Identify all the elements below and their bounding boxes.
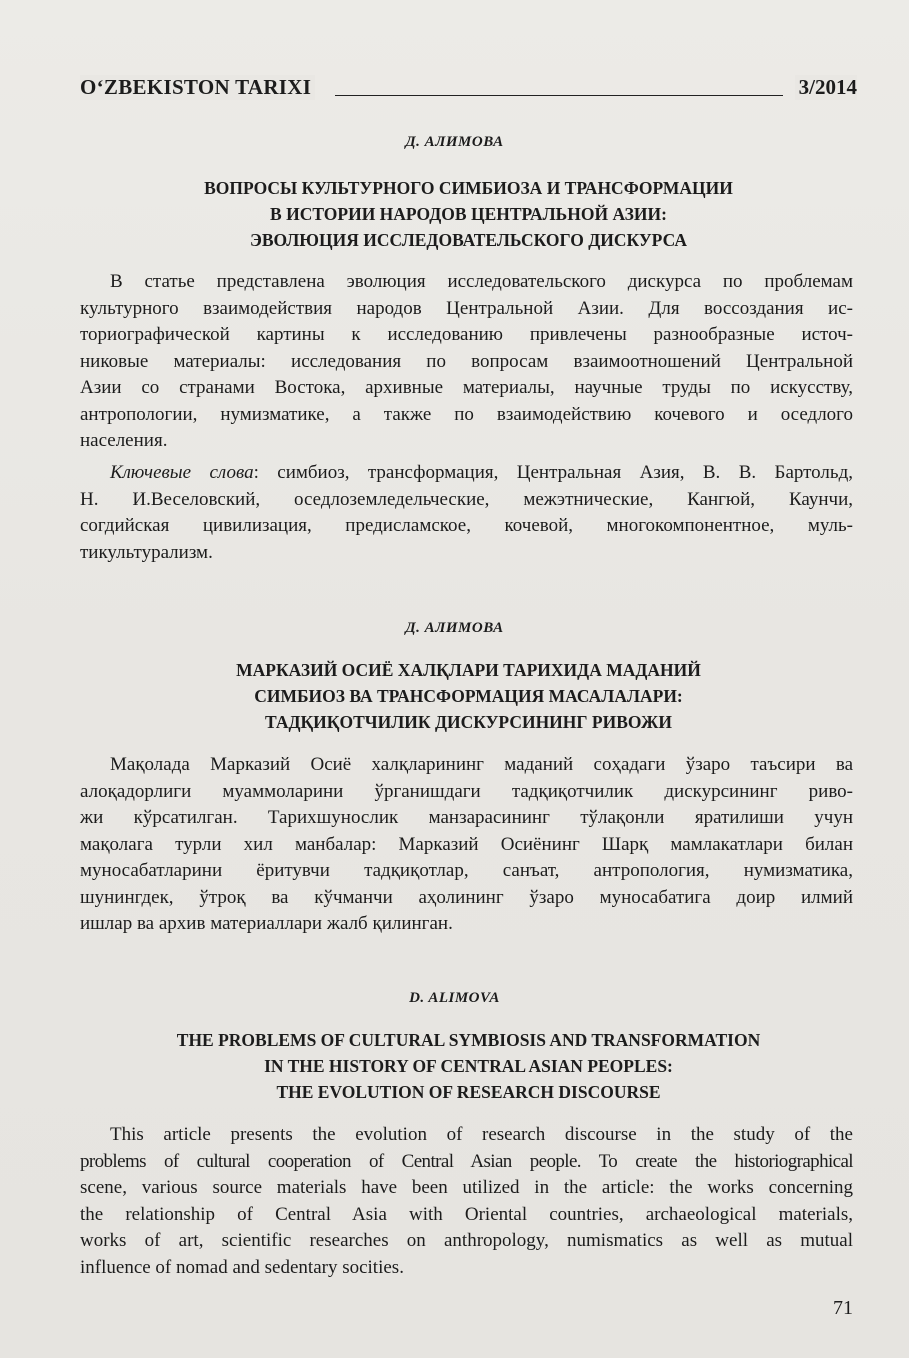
keywords-text: : симбиоз, трансформация, Центральная Азия, В. В. Бартольд, <box>253 462 853 483</box>
abstract-line: шунингдек, ўтроқ ва кўчманчи аҳолининг ўзаро муносабатига доир илмий <box>80 886 853 908</box>
title-line: ТАДҚИҚОТЧИЛИК ДИСКУРСИНИНГ РИВОЖИ <box>265 712 672 732</box>
keywords-line: Н. И.Веселовский, оседлоземледельческие, межэтнические, Кангюй, Каунчи, <box>80 488 853 510</box>
title-ru <box>80 175 857 253</box>
abstract-line: influence of nomad and sedentary socities. <box>80 1256 404 1278</box>
abstract-line: мақолага турли хил манбалар: Марказий Осиёнинг Шарқ мамлакатлари билан <box>80 833 853 855</box>
abstract-line: Азии со странами Востока, архивные материалы, научные труды по искусству, <box>80 377 853 398</box>
abstract-line: антропологии, нумизматике, а также по взаимодействию кочевого и оседлого <box>80 403 853 425</box>
running-header <box>80 75 857 101</box>
title-line: СИМБИОЗ ВА ТРАНСФОРМАЦИЯ МАСАЛАЛАРИ: <box>254 686 683 706</box>
issue-number: 3/2014 <box>795 75 857 100</box>
abstract-line: муносабатларини ёритувчи тадқиқотлар, санъат, антропология, нумизматика, <box>80 860 853 881</box>
page-number: 71 <box>833 1297 853 1319</box>
author-uz: Д. АЛИМОВА <box>405 620 504 636</box>
abstract-line: the relationship of Central Asia with Oriental countries, archaeological materials, <box>80 1203 853 1225</box>
keywords-line <box>80 460 853 487</box>
author-en: D. ALIMOVA <box>409 990 500 1006</box>
abstract-line: scene, various source materials have been utilized in the article: the works concerning <box>80 1177 853 1198</box>
title-en <box>80 1027 857 1105</box>
keywords-label: Ключевые слова <box>110 462 254 483</box>
abstract-uz <box>80 752 853 938</box>
journal-title: O‘ZBEKISTON TARIXI <box>80 75 315 100</box>
abstract-line: никовые материалы: исследования по вопросам взаимоотношений Центральной <box>80 350 853 372</box>
header-rule <box>335 95 783 96</box>
keywords-ru <box>80 460 853 566</box>
keywords-line: тикультурализм. <box>80 541 213 563</box>
abstract-line: ториографической картины к исследованию привлечены разнообразные источ- <box>80 324 853 345</box>
title-line: IN THE HISTORY OF CENTRAL ASIAN PEOPLES: <box>264 1056 673 1076</box>
abstract-line: культурного взаимодействия народов Центральной Азии. Для воссоздания ис- <box>80 297 853 319</box>
abstract-line: works of art, scientific researches on anthropology, numismatics as well as mutual <box>80 1230 853 1251</box>
title-line: ЭВОЛЮЦИЯ ИССЛЕДОВАТЕЛЬСКОГО ДИСКУРСА <box>249 230 687 250</box>
abstract-line: алоқадорлиги муаммоларини ўрганишдаги тадқиқотчилик дискурсининг риво- <box>80 780 853 802</box>
title-line: МАРКАЗИЙ ОСИЁ ХАЛҚЛАРИ ТАРИХИДА МАДАНИЙ <box>236 660 701 680</box>
title-line: В ИСТОРИИ НАРОДОВ ЦЕНТРАЛЬНОЙ АЗИИ: <box>270 204 667 224</box>
abstract-en <box>80 1122 853 1281</box>
abstract-line: This article presents the evolution of research discourse in the study of the <box>110 1124 853 1145</box>
title-line: THE EVOLUTION OF RESEARCH DISCOURSE <box>276 1082 661 1102</box>
title-line: THE PROBLEMS OF CULTURAL SYMBIOSIS AND TRANSFORMATION <box>176 1030 761 1050</box>
author-ru: Д. АЛИМОВА <box>405 134 504 150</box>
abstract-line: В статье представлена эволюция исследовательского дискурса по проблемам <box>110 271 853 292</box>
abstract-line: ишлар ва архив материаллари жалб қилинган. <box>80 913 453 934</box>
abstract-line: problems of cultural cooperation of Central Asian people. To create the historiographical <box>80 1150 853 1172</box>
abstract-line: жи кўрсатилган. Тарихшунослик манзарасининг тўлақонли яратилиши учун <box>80 807 853 828</box>
keywords-line: согдийская цивилизация, предисламское, кочевой, многокомпонентное, муль- <box>80 515 853 536</box>
abstract-line: населения. <box>80 430 168 451</box>
abstract-line: Мақолада Марказий Осиё халқларининг маданий соҳадаги ўзаро таъсири ва <box>110 754 853 775</box>
abstract-ru <box>80 269 853 455</box>
title-line: ВОПРОСЫ КУЛЬТУРНОГО СИМБИОЗА И ТРАНСФОРМАЦИИ <box>204 178 733 198</box>
title-uz <box>80 657 857 735</box>
